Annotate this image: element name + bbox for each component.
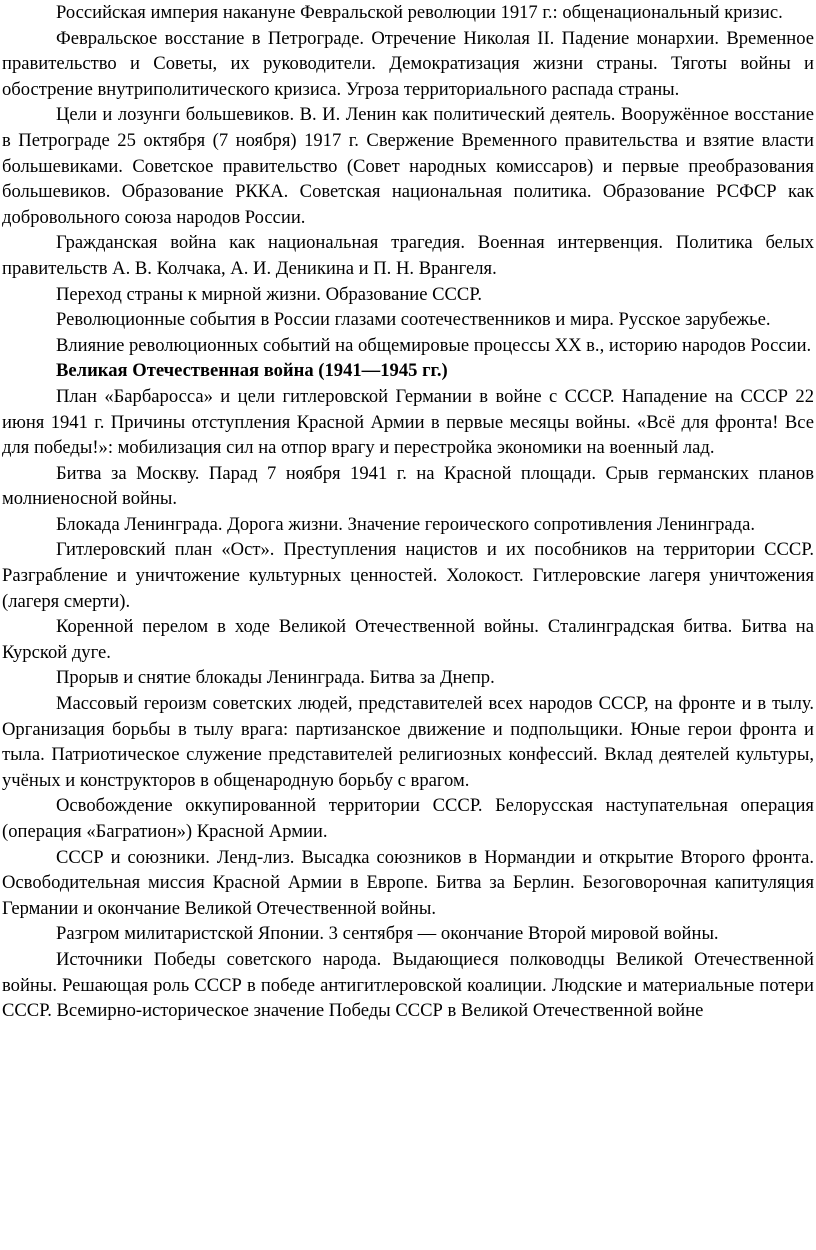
paragraph-barbarossa: План «Барбаросса» и цели гитлеровской Германии в войне с СССР. Нападение на СССР 22 июня 1941 г. Причины отступления Красной Армии в первые месяцы войны. «Всё для фронта! Все для победы!»: мобилизация сил на отпор врагу и перестройка экономики на военный лад. — [2, 385, 814, 459]
paragraph-plan-ost: Гитлеровский план «Ост». Преступления нацистов и их пособников на территории СССР. Разграбление и уничтожение культурных ценностей. Холокост. Гитлеровские лагеря уничтожения (лагеря смерти). — [2, 539, 814, 612]
paragraph-blockade-lifted: Прорыв и снятие блокады Ленинграда. Битва за Днепр. — [56, 667, 495, 689]
paragraph-leningrad-blockade: Блокада Ленинграда. Дорога жизни. Значение героического сопротивления Ленинграда. — [56, 513, 755, 535]
paragraph-allies: СССР и союзники. Ленд-лиз. Высадка союзников в Нормандии и открытие Второго фронта. Освободительная миссия Красной Армии в Европе. Битва за Берлин. Безоговорочная капитуляция Германии и окончание Великой Отечественной войны. — [2, 846, 814, 919]
paragraph-bolshevik-goals: Цели и лозунги большевиков. В. И. Ленин как политический деятель. Вооружённое восстание в Петрограде 25 октября (7 ноября) 1917 г. Свержение Временного правительства и взятие власти большевиками. Советское правительство (Совет народных комиссаров) и первые преобразования большевиков. Образование РККА. Советская национальная политика. Образование РСФСР как добровольного союза народов России. — [2, 104, 814, 228]
paragraph-japan-defeat: Разгром милитаристской Японии. 3 сентября — окончание Второй мировой войны. — [56, 923, 719, 945]
paragraph-liberation: Освобождение оккупированной территории СССР. Белорусская наступательная операция (операция «Багратион») Красной Армии. — [2, 795, 814, 842]
paragraph-february-uprising: Февральское восстание в Петрограде. Отречение Николая II. Падение монархии. Временное правительство и Советы, их руководители. Демократизация жизни страны. Тяготы войны и обострение внутриполитического кризиса. Угроза территориального распада страны. — [2, 27, 814, 100]
paragraph-revolution-perception: Революционные события в России глазами соотечественников и мира. Русское зарубежье. — [56, 309, 771, 331]
paragraph-revolution-influence: Влияние революционных событий на общемировые процессы XX в., историю народов России. — [56, 334, 812, 356]
paragraph-ussr-formation: Переход страны к мирной жизни. Образование СССР. — [56, 283, 483, 305]
paragraph-turning-point: Коренной перелом в ходе Великой Отечественной войны. Сталинградская битва. Битва на Курской дуге. — [2, 616, 814, 663]
paragraph-mass-heroism: Массовый героизм советских людей, представителей всех народов СССР, на фронте и в тылу. Организация борьбы в тылу врага: партизанское движение и подпольщики. Юные герои фронта и тыла. Патриотическое служение представителей религиозных конфессий. Вклад деятелей культуры, учёных и конструкторов в общенародную борьбу с врагом. — [2, 693, 814, 791]
section-heading: Великая Отечественная война (1941—1945 гг.) — [56, 360, 448, 382]
paragraph-battle-moscow: Битва за Москву. Парад 7 ноября 1941 г. на Красной площади. Срыв германских планов молниеносной войны. — [2, 462, 814, 510]
paragraph-revolution-eve: Российская империя накануне Февральской революции 1917 г.: общенациональный кризис. — [56, 2, 783, 23]
paragraph-victory-sources: Источники Победы советского народа. Выдающиеся полководцы Великой Отечественной войны. Решающая роль СССР в победе антигитлеровской коалиции. Людские и материальные потери СССР. Всемирно-историческое значение Победы СССР в Великой Отечественной войне — [2, 948, 814, 1022]
paragraph-civil-war: Гражданская война как национальная трагедия. Военная интервенция. Политика белых правительств А. В. Колчака, А. И. Деникина и П. Н. Врангеля. — [2, 232, 814, 279]
